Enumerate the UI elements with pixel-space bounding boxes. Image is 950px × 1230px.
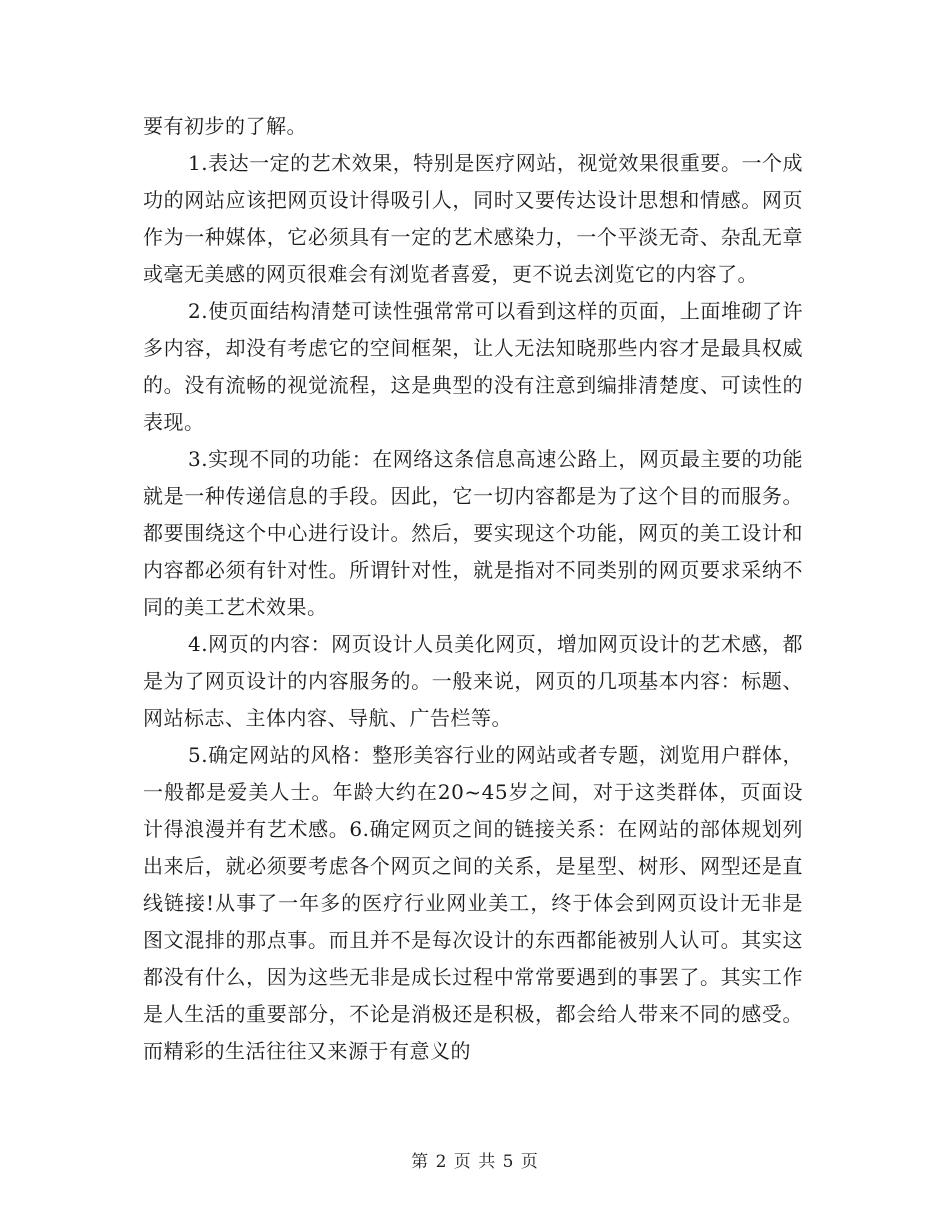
document-body <box>143 108 803 1070</box>
paragraph-item-5: 5.确定网站的风格：整形美容行业的网站或者专题，浏览用户群体，一般都是爱美人士。年龄大约在20~45岁之间，对于这类群体，页面设计得浪漫并有艺术感。6.确定网页之间的链接关系：在网站的部体规划列出来后，就必须要考虑各个网页之间的关系，是星型、树形、网型还是直线链接!从事了一年多的医疗行业网业美工，终于体会到网页设计无非是图文混排的那点事。而且并不是每次设计的东西都能被别人认可。其实这都没有什么，因为这些无非是成长过程中常常要遇到的事罢了。其实工作是人生活的重要部分，不论是消极还是积极，都会给人带来不同的感受。而精彩的生活往往又来源于有意义的 <box>143 743 803 1063</box>
paragraph-item-3: 3.实现不同的功能：在网络这条信息高速公路上，网页最主要的功能就是一种传递信息的手段。因此，它一切内容都是为了这个目的而服务。都要围绕这个中心进行设计。然后，要实现这个功能，网页的美工设计和内容都必须有针对性。所谓针对性，就是指对不同类别的网页要求采纳不同的美工艺术效果。 <box>143 447 803 619</box>
paragraph-item-4: 4.网页的内容：网页设计人员美化网页，增加网页设计的艺术感，都是为了网页设计的内容服务的。一般来说，网页的几项基本内容：标题、网站标志、主体内容、导航、广告栏等。 <box>143 632 803 730</box>
paragraph-item-2: 2.使页面结构清楚可读性强常常可以看到这样的页面，上面堆砌了许多内容，却没有考虑它的空间框架，让人无法知晓那些内容才是最具权威的。没有流畅的视觉流程，这是典型的没有注意到编排清楚度、可读性的表现。 <box>143 299 803 434</box>
paragraph-continuation: 要有初步的了解。 <box>143 114 307 138</box>
paragraph-item-1: 1.表达一定的艺术效果，特别是医疗网站，视觉效果很重要。一个成功的网站应该把网页设计得吸引人，同时又要传达设计思想和情感。网页作为一种媒体，它必须具有一定的艺术感染力，一个平淡无奇、杂乱无章或毫无美感的网页很难会有浏览者喜爱，更不说去浏览它的内容了。 <box>143 151 803 286</box>
page-number-footer: 第 2 页 共 5 页 <box>411 1152 539 1172</box>
